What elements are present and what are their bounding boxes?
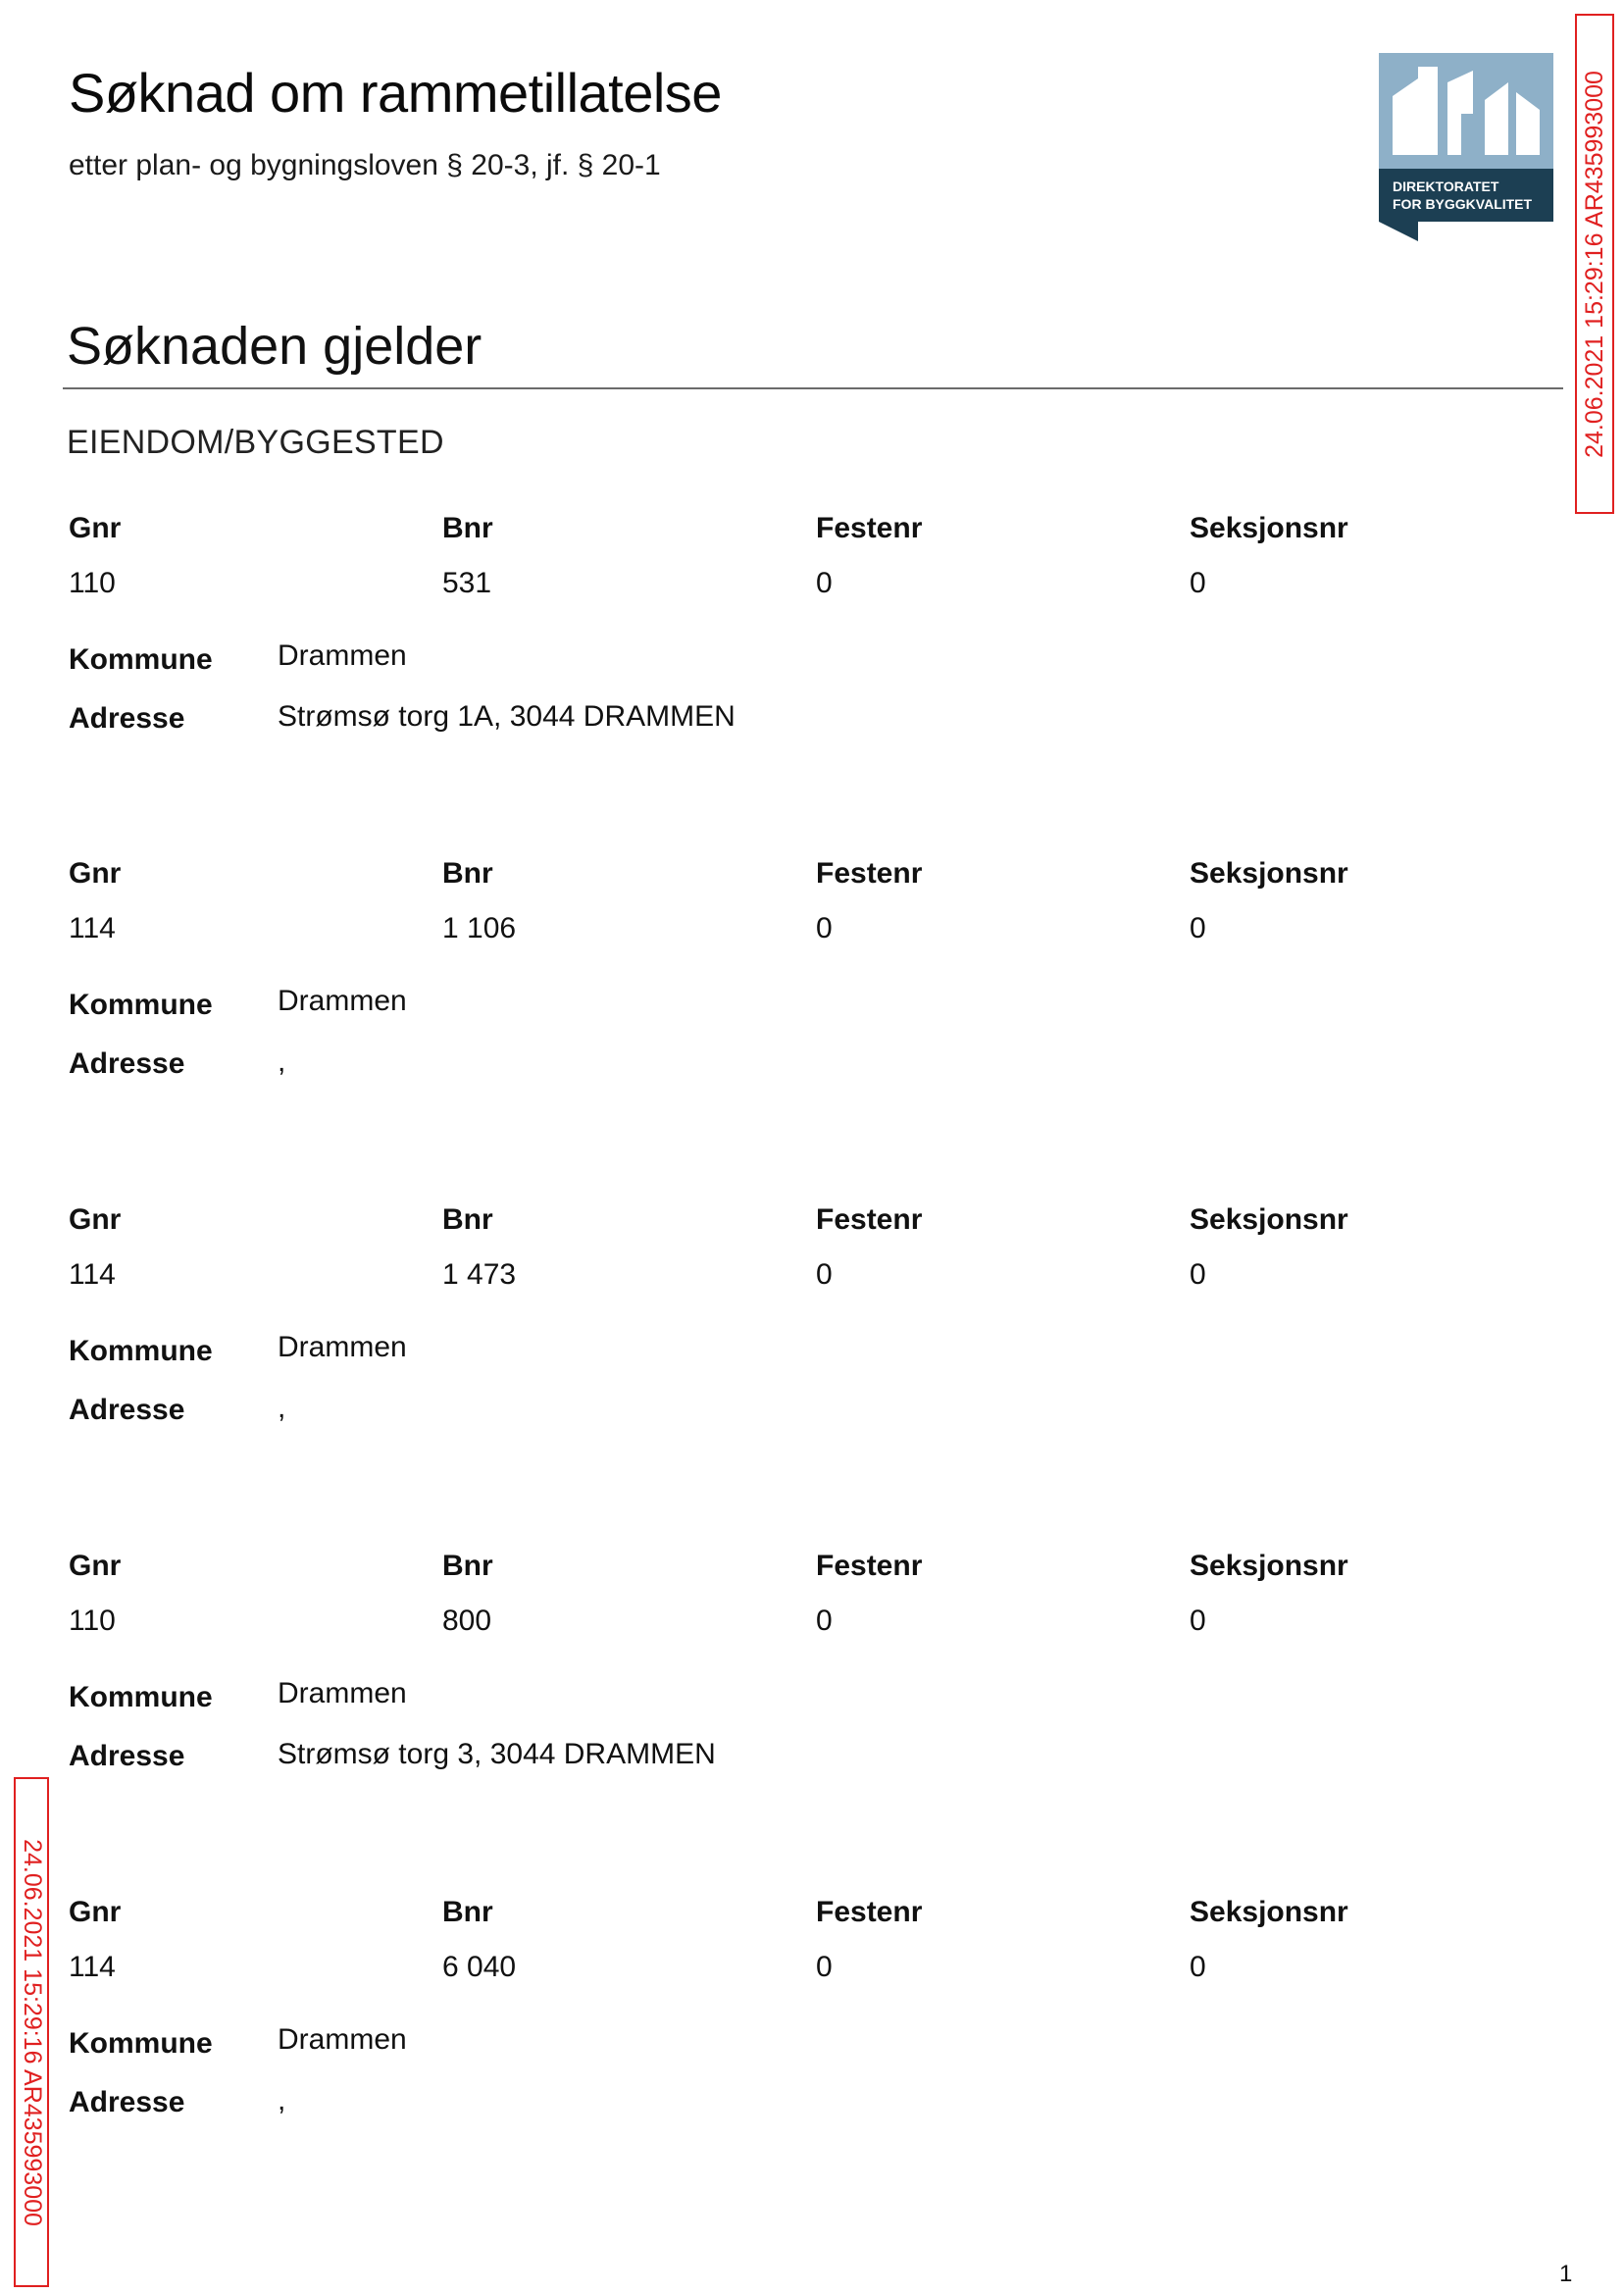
received-stamp-bottom bbox=[14, 1777, 49, 2287]
logo-text-line1: DIREKTORATET bbox=[1393, 178, 1499, 194]
adresse-label: Adresse bbox=[69, 1740, 185, 1772]
gnr-label: Gnr bbox=[69, 512, 122, 544]
bnr-label: Bnr bbox=[442, 1550, 493, 1582]
section-title: Søknaden gjelder bbox=[67, 317, 482, 376]
seksjonsnr-value: 0 bbox=[1190, 1951, 1206, 1983]
gnr-value: 114 bbox=[69, 912, 116, 944]
dibk-logo bbox=[1379, 53, 1553, 241]
adresse-value: Strømsø torg 1A, 3044 DRAMMEN bbox=[278, 700, 736, 733]
bnr-label: Bnr bbox=[442, 1203, 493, 1236]
festenr-value: 0 bbox=[816, 1258, 833, 1291]
bnr-label: Bnr bbox=[442, 512, 493, 544]
kommune-value: Drammen bbox=[278, 985, 407, 1017]
gnr-label: Gnr bbox=[69, 1896, 122, 1928]
adresse-label: Adresse bbox=[69, 702, 185, 735]
seksjonsnr-label: Seksjonsnr bbox=[1190, 512, 1348, 544]
bnr-value: 6 040 bbox=[442, 1951, 517, 1983]
kommune-label: Kommune bbox=[69, 1681, 213, 1713]
gnr-value: 114 bbox=[69, 1951, 116, 1983]
page-number: 1 bbox=[1559, 2261, 1573, 2287]
adresse-value: , bbox=[278, 1045, 286, 1078]
gnr-value: 110 bbox=[69, 1605, 116, 1637]
festenr-value: 0 bbox=[816, 912, 833, 944]
logo-bottom-panel bbox=[1379, 169, 1553, 222]
stamp-text: 24.06.2021 15:29:16 AR435993000 bbox=[18, 1838, 46, 2226]
subsection-title: EIENDOM/BYGGESTED bbox=[67, 424, 444, 461]
property-block bbox=[69, 1203, 1559, 1449]
gnr-label: Gnr bbox=[69, 1203, 122, 1236]
festenr-label: Festenr bbox=[816, 1896, 923, 1928]
adresse-label: Adresse bbox=[69, 2086, 185, 2118]
festenr-label: Festenr bbox=[816, 1550, 923, 1582]
kommune-label: Kommune bbox=[69, 1335, 213, 1367]
bnr-label: Bnr bbox=[442, 857, 493, 890]
adresse-label: Adresse bbox=[69, 1394, 185, 1426]
festenr-value: 0 bbox=[816, 1605, 833, 1637]
kommune-value: Drammen bbox=[278, 639, 407, 672]
gnr-label: Gnr bbox=[69, 857, 122, 890]
festenr-label: Festenr bbox=[816, 512, 923, 544]
festenr-label: Festenr bbox=[816, 857, 923, 890]
seksjonsnr-value: 0 bbox=[1190, 1258, 1206, 1291]
property-block bbox=[69, 1550, 1559, 1795]
seksjonsnr-value: 0 bbox=[1190, 912, 1206, 944]
seksjonsnr-value: 0 bbox=[1190, 1605, 1206, 1637]
seksjonsnr-label: Seksjonsnr bbox=[1190, 1550, 1348, 1582]
received-stamp-top bbox=[1575, 14, 1614, 514]
kommune-value: Drammen bbox=[278, 1677, 407, 1709]
adresse-value: Strømsø torg 3, 3044 DRAMMEN bbox=[278, 1738, 716, 1770]
property-block bbox=[69, 512, 1559, 757]
page-subtitle: etter plan- og bygningsloven § 20-3, jf. § 20-1 bbox=[69, 149, 661, 181]
kommune-label: Kommune bbox=[69, 2027, 213, 2060]
kommune-label: Kommune bbox=[69, 643, 213, 676]
page-title: Søknad om rammetillatelse bbox=[69, 62, 722, 124]
seksjonsnr-label: Seksjonsnr bbox=[1190, 1203, 1348, 1236]
kommune-label: Kommune bbox=[69, 989, 213, 1021]
section-divider bbox=[63, 387, 1563, 389]
kommune-value: Drammen bbox=[278, 1331, 407, 1363]
bnr-value: 1 106 bbox=[442, 912, 517, 944]
property-block bbox=[69, 1896, 1559, 2141]
seksjonsnr-label: Seksjonsnr bbox=[1190, 857, 1348, 890]
festenr-value: 0 bbox=[816, 1951, 833, 1983]
festenr-value: 0 bbox=[816, 567, 833, 599]
stamp-text: 24.06.2021 15:29:16 AR435993000 bbox=[1580, 70, 1608, 458]
gnr-label: Gnr bbox=[69, 1550, 122, 1582]
bnr-value: 531 bbox=[442, 567, 492, 599]
gnr-value: 114 bbox=[69, 1258, 116, 1291]
festenr-label: Festenr bbox=[816, 1203, 923, 1236]
adresse-value: , bbox=[278, 2084, 286, 2116]
kommune-value: Drammen bbox=[278, 2023, 407, 2056]
seksjonsnr-label: Seksjonsnr bbox=[1190, 1896, 1348, 1928]
bnr-label: Bnr bbox=[442, 1896, 493, 1928]
property-block bbox=[69, 857, 1559, 1102]
gnr-value: 110 bbox=[69, 567, 116, 599]
bnr-value: 1 473 bbox=[442, 1258, 517, 1291]
bnr-value: 800 bbox=[442, 1605, 492, 1637]
seksjonsnr-value: 0 bbox=[1190, 567, 1206, 599]
adresse-label: Adresse bbox=[69, 1047, 185, 1080]
adresse-value: , bbox=[278, 1392, 286, 1424]
logo-text-line2: FOR BYGGKVALITET bbox=[1393, 196, 1533, 212]
